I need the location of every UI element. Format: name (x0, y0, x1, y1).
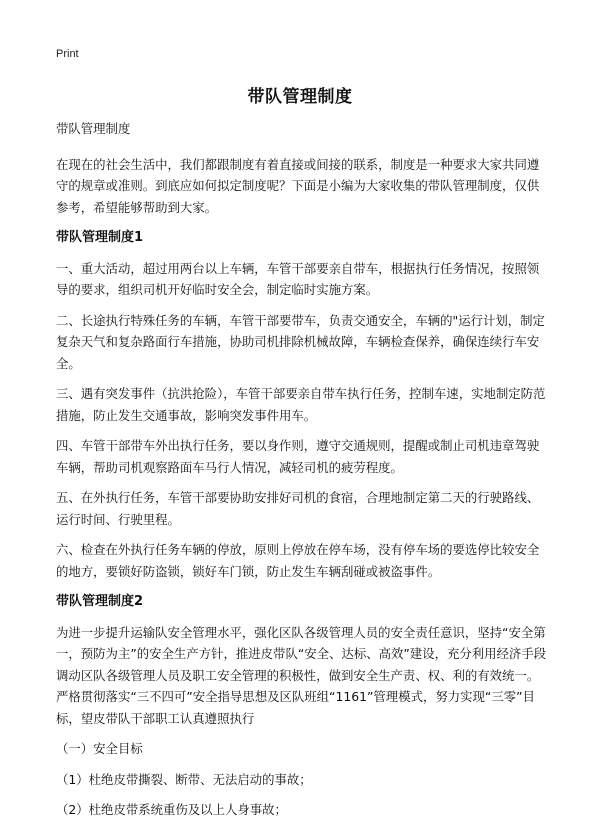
section-heading-1: 带队管理制度1 (56, 230, 144, 245)
section2-list-item: （一）安全目标 (56, 741, 143, 756)
section2-paragraph: 为进一步提升运输队安全管理水平，强化区队各级管理人员的安全责任意识，坚持“安全第一，预防为主”的安全生产方针，推进皮带队“安全、达标、高效”建设，充分利用经济手段调动区队各级管理人员及职工安全管理的积极性，做到安全生产责、权、利的有效统一。严格贯彻落实“三不四可”安全指导思想及区队班组“1161”管理模式，努力实现“三零”目标，望皮带队干部职工认真遵照执行 (56, 624, 547, 726)
section1-paragraph: 一、重大活动，超过用两台以上车辆，车管干部要亲自带车，根据执行任务情况，按照领导的要求，组织司机开好临时安全会，制定临时实施方案。 (56, 260, 540, 297)
section1-paragraph: 五、在外执行任务，车管干部要协助安排好司机的食宿，合理地制定第二天的行驶路线、运行时间、行驶里程。 (56, 490, 540, 527)
document-body (56, 118, 550, 830)
section1-paragraph: 二、长途执行特殊任务的车辆，车管干部要带车，负责交通安全，车辆的"运行计划，制定复杂天气和复杂路面行车措施，协助司机排除机械故障，车辆检查保养，确保连续行车安全。 (56, 312, 545, 371)
section-heading-2: 带队管理制度2 (56, 594, 144, 609)
section2-list-item: （1）杜绝皮带撕裂、断带、无法启动的事故； (56, 771, 312, 787)
section2-list-item: （2）杜绝皮带系统重伤及以上人身事故； (56, 802, 287, 817)
print-link[interactable]: Print (56, 48, 79, 60)
section1-paragraph: 六、检查在外执行任务车辆的停放，原则上停放在停车场，没有停车场的要选停比较安全的地方，要锁好防盗锁，锁好车门锁，防止发生车辆刮碰或被盗事件。 (56, 542, 540, 579)
document-subtitle: 带队管理制度 (56, 121, 131, 136)
section1-paragraph: 四、车管干部带车外出执行任务，要以身作则，遵守交通规则，提醒或制止司机违章驾驶车辆，帮助司机观察路面车马行人情况，减轻司机的疲劳程度。 (56, 438, 540, 475)
section1-paragraph: 三、遇有突发事件（抗洪抢险），车管干部要亲自带车执行任务，控制车速，实地制定防范措施，防止发生交通事故，影响突发事件用车。 (56, 386, 546, 423)
page-title: 带队管理制度 (247, 87, 353, 107)
intro-paragraph: 在现在的社会生活中，我们都跟制度有着直接或间接的联系，制度是一种要求大家共同遵守的规章或准则。到底应如何拟定制度呢？下面是小编为大家收集的带队管理制度，仅供参考，希望能够帮助到大家。 (56, 156, 540, 215)
